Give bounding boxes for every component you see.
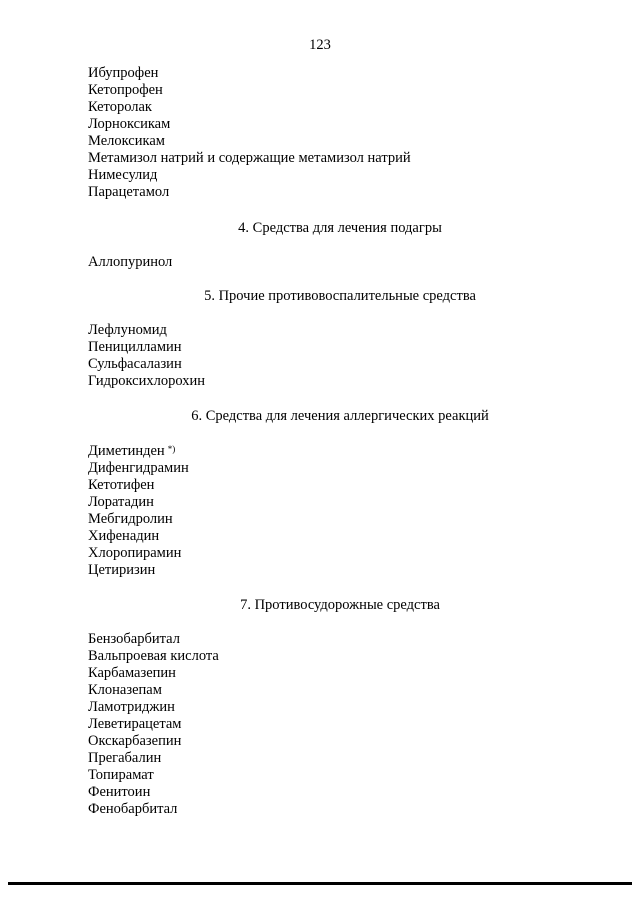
list-item: Дифенгидрамин — [88, 460, 189, 476]
list-item: Карбамазепин — [88, 665, 176, 681]
list-item: Кетопрофен — [88, 82, 163, 98]
section-heading-gout: 4. Средства для лечения подагры — [238, 220, 442, 236]
list-item: Мелоксикам — [88, 133, 165, 149]
list-item: Мебгидролин — [88, 511, 173, 527]
section-heading-anti-inflammatory: 5. Прочие противовоспалительные средства — [204, 288, 476, 304]
bottom-rule — [8, 882, 632, 885]
list-item: Вальпроевая кислота — [88, 648, 219, 664]
list-item: Леветирацетам — [88, 716, 182, 732]
footnote-mark: *) — [167, 444, 176, 454]
list-item: Кеторолак — [88, 99, 152, 115]
list-item: Лефлуномид — [88, 322, 167, 338]
list-item: Прегабалин — [88, 750, 162, 766]
list-item: Метамизол натрий и содержащие метамизол натрий — [88, 150, 411, 166]
list-item: Окскарбазепин — [88, 733, 182, 749]
drug-list-allergy — [88, 443, 189, 579]
list-item: Хлоропирамин — [88, 545, 182, 561]
page-number: 123 — [309, 37, 331, 53]
list-item: Фенобарбитал — [88, 801, 178, 817]
list-item: Ламотриджин — [88, 699, 175, 715]
list-item — [88, 443, 189, 460]
list-item: Цетиризин — [88, 562, 156, 578]
list-item: Топирамат — [88, 767, 154, 783]
list-item: Клоназепам — [88, 682, 162, 698]
drug-list-anti-inflammatory — [88, 322, 205, 390]
list-item: Бензобарбитал — [88, 631, 180, 647]
list-item: Пеницилламин — [88, 339, 182, 355]
section-heading-anticonvulsants: 7. Противосудорожные средства — [240, 597, 440, 613]
drug-list-gout — [88, 254, 172, 271]
list-item: Фенитоин — [88, 784, 151, 800]
list-item: Гидроксихлорохин — [88, 373, 205, 389]
list-item: Парацетамол — [88, 184, 170, 200]
list-item: Кетотифен — [88, 477, 155, 493]
list-item: Лорноксикам — [88, 116, 171, 132]
list-item: Лоратадин — [88, 494, 154, 510]
list-item-label: Диметинден — [88, 443, 165, 459]
list-item: Хифенадин — [88, 528, 160, 544]
list-item: Аллопуринол — [88, 254, 173, 270]
list-item: Сульфасалазин — [88, 356, 182, 372]
drug-list-nsaids — [88, 65, 411, 201]
list-item: Ибупрофен — [88, 65, 159, 81]
drug-list-anticonvulsants — [88, 631, 219, 818]
list-item: Нимесулид — [88, 167, 158, 183]
section-heading-allergy: 6. Средства для лечения аллергических реакций — [191, 408, 489, 424]
